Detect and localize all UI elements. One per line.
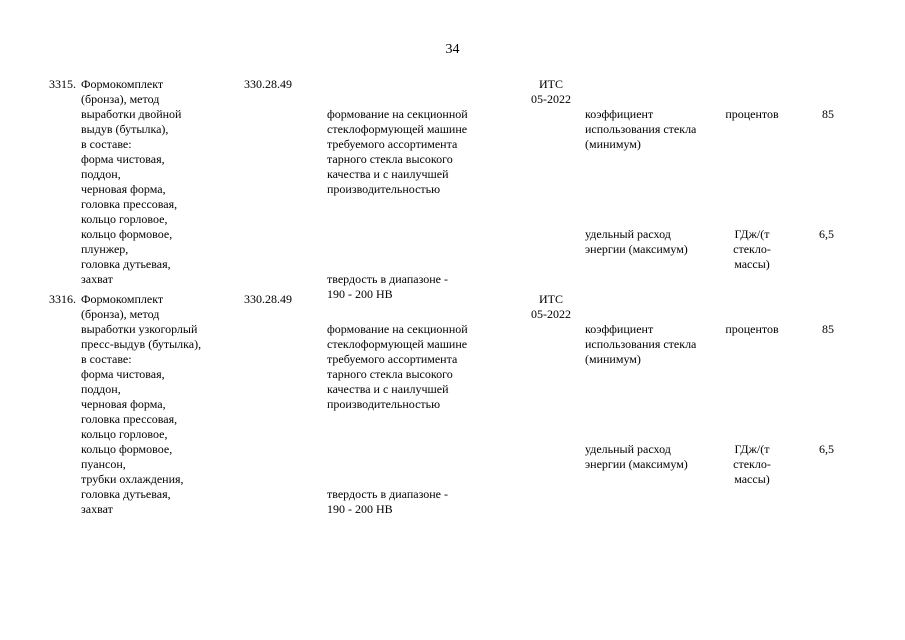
process-hardness: твердость в диапазоне - 190 - 200 HB: [327, 487, 448, 516]
indicator-energy: удельный расход энергии (максимум): [585, 227, 688, 256]
table-row: [0, 77, 905, 307]
its-reference: ИТС 05-2022: [531, 77, 571, 106]
its-reference: ИТС 05-2022: [531, 292, 571, 321]
value-energy: 6,5: [819, 227, 834, 241]
value-glass-usage: 85: [822, 107, 834, 121]
unit-cell: [717, 77, 787, 302]
page-number: 34: [445, 42, 460, 57]
value-cell: [790, 77, 834, 272]
indicator-cell: [585, 77, 715, 287]
indicator-energy: удельный расход энергии (максимум): [585, 442, 688, 471]
okpd-code: 330.28.49: [244, 77, 292, 91]
process-description: формование на секционной стеклоформующей машине требуемого ассортимента тарного стекла высокого качества и с наилучшей производительностью: [327, 107, 468, 196]
unit-percent: процентов: [725, 107, 779, 121]
value-energy: 6,5: [819, 442, 834, 456]
row-number: 3315.: [49, 77, 76, 91]
unit-cell: [717, 292, 787, 517]
indicator-cell: [585, 292, 715, 502]
process-cell: [327, 292, 517, 547]
equipment-name: Формокомплект (бронза), метод выработки двойной выдув (бутылка), в составе: форма чистовая, поддон, черновая форма, головка прессовая, кольцо горловое, кольцо формовое, плунжер, головка дутьевая, захват: [81, 77, 182, 286]
indicator-glass-usage: коэффициент использования стекла (минимум): [585, 107, 697, 151]
unit-energy: ГДж/(т стекло- массы): [733, 227, 771, 271]
unit-energy: ГДж/(т стекло- массы): [733, 442, 771, 486]
value-glass-usage: 85: [822, 322, 834, 336]
okpd-code: 330.28.49: [244, 292, 292, 306]
row-number: 3316.: [49, 292, 76, 306]
equipment-name: Формокомплект (бронза), метод выработки узкогорлый пресс-выдув (бутылка), в составе: форма чистовая, поддон, черновая форма, головка прессовая, кольцо горловое, кольцо формовое, пуансон, трубки охлаждения, головка дутьевая, захват: [81, 292, 202, 516]
process-hardness: твердость в диапазоне - 190 - 200 HB: [327, 272, 448, 301]
indicator-glass-usage: коэффициент использования стекла (минимум): [585, 322, 697, 366]
table-row: [0, 292, 905, 522]
unit-percent: процентов: [725, 322, 779, 336]
process-description: формование на секционной стеклоформующей машине требуемого ассортимента тарного стекла высокого качества и с наилучшей производительностью: [327, 322, 468, 411]
value-cell: [790, 292, 834, 487]
